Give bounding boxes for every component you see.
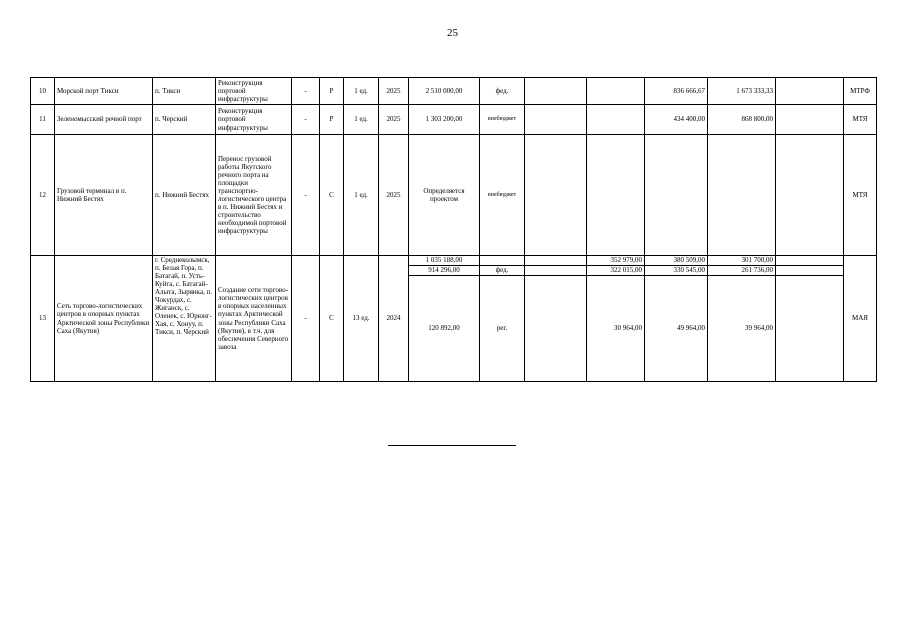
quantity: 1 ед. [344, 105, 379, 135]
funding-source: внебюджет [480, 105, 525, 135]
value-cell: 49 964,00 [645, 276, 708, 382]
table-row [31, 135, 877, 256]
value-cell [708, 135, 776, 256]
object-name: Морской порт Тикси [55, 78, 153, 105]
projects-table [30, 77, 877, 382]
funding-source: внебюджет [480, 135, 525, 256]
responsible-org: МТРФ [844, 78, 877, 105]
year: 2025 [379, 135, 409, 256]
value-cell [525, 78, 587, 105]
dash-cell: - [292, 135, 320, 256]
funding-source: фед. [480, 266, 525, 276]
dash-cell: - [292, 105, 320, 135]
value-cell [525, 256, 587, 266]
value-cell: 330 545,00 [645, 266, 708, 276]
value-cell: 30 964,00 [587, 276, 645, 382]
year: 2024 [379, 256, 409, 382]
work-description: Реконструкция портовой инфраструктуры [216, 78, 292, 105]
total-amount: Определяется проектом [409, 135, 480, 256]
value-cell [776, 266, 844, 276]
quantity: 13 ед. [344, 256, 379, 382]
total-amount: 2 510 000,00 [409, 78, 480, 105]
value-cell: 1 673 333,33 [708, 78, 776, 105]
funding-source [480, 256, 525, 266]
value-cell [587, 78, 645, 105]
value-cell: 39 964,00 [708, 276, 776, 382]
value-cell [776, 256, 844, 266]
value-cell: 352 979,00 [587, 256, 645, 266]
value-cell: 836 666,67 [645, 78, 708, 105]
object-name: Зеленомысский речной порт [55, 105, 153, 135]
total-amount: 1 303 200,00 [409, 105, 480, 135]
page-number: 25 [447, 27, 458, 39]
year: 2025 [379, 105, 409, 135]
value-cell [776, 78, 844, 105]
table-row [31, 78, 877, 105]
value-cell [587, 135, 645, 256]
value-cell [525, 276, 587, 382]
value-cell: 380 509,00 [645, 256, 708, 266]
work-type: Р [320, 105, 344, 135]
responsible-org: МАЯ [844, 256, 877, 382]
table-row [31, 105, 877, 135]
row-number: 10 [31, 78, 55, 105]
value-cell: 301 700,00 [708, 256, 776, 266]
value-cell [776, 276, 844, 382]
location: п. Тикси [153, 78, 216, 105]
funding-source: рег. [480, 276, 525, 382]
end-rule [388, 445, 516, 446]
work-description: Реконструкция портовой инфраструктуры [216, 105, 292, 135]
work-description: Создание сети торгово-логистических центров в опорных населенных пунктах Арктической зоны Республики Саха (Якутия), в т.ч. для обеспечения Северного завоза [216, 256, 292, 382]
dash-cell: - [292, 78, 320, 105]
total-amount: 914 296,00 [409, 266, 480, 276]
object-name: Сеть торгово-логистических центров в опорных пунктах Арктической зоны Республики Саха (Якутия) [55, 256, 153, 382]
location: п. Нижний Бестях [153, 135, 216, 256]
value-cell [525, 266, 587, 276]
value-cell [587, 105, 645, 135]
work-description: Перенос грузовой работы Якутского речного порта на площадки транспортно-логистического центра в п. Нижний Бестях и строительство необходимой портовой инфраструктуры [216, 135, 292, 256]
total-amount: 120 892,00 [409, 276, 480, 382]
value-cell: 868 800,00 [708, 105, 776, 135]
total-amount: 1 035 188,00 [409, 256, 480, 266]
value-cell [776, 105, 844, 135]
work-type: С [320, 135, 344, 256]
location: г. Среднеколымск, п. Белая Гора, п. Батагай, п. Усть-Куйга, с. Батагай-Алыта, Зырянка, п. Чокурдах, с. Жиганск, с. Оленек, с. Юрюнг-Хая, с. Хонуу, п. Тикси, п. Черский [153, 256, 216, 382]
work-type: С [320, 256, 344, 382]
funding-source: фед. [480, 78, 525, 105]
dash-cell: - [292, 256, 320, 382]
object-name: Грузовой терминал в п. Нижний Бестях [55, 135, 153, 256]
value-cell [525, 105, 587, 135]
value-cell [776, 135, 844, 256]
location: п. Черский [153, 105, 216, 135]
value-cell: 434 400,00 [645, 105, 708, 135]
value-cell [645, 135, 708, 256]
quantity: 1 ед. [344, 135, 379, 256]
row-number: 11 [31, 105, 55, 135]
table-row [31, 256, 877, 266]
value-cell: 261 736,00 [708, 266, 776, 276]
quantity: 1 ед. [344, 78, 379, 105]
row-number: 13 [31, 256, 55, 382]
value-cell [525, 135, 587, 256]
responsible-org: МТЯ [844, 135, 877, 256]
work-type: Р [320, 78, 344, 105]
value-cell: 322 015,00 [587, 266, 645, 276]
row-number: 12 [31, 135, 55, 256]
responsible-org: МТЯ [844, 105, 877, 135]
year: 2025 [379, 78, 409, 105]
